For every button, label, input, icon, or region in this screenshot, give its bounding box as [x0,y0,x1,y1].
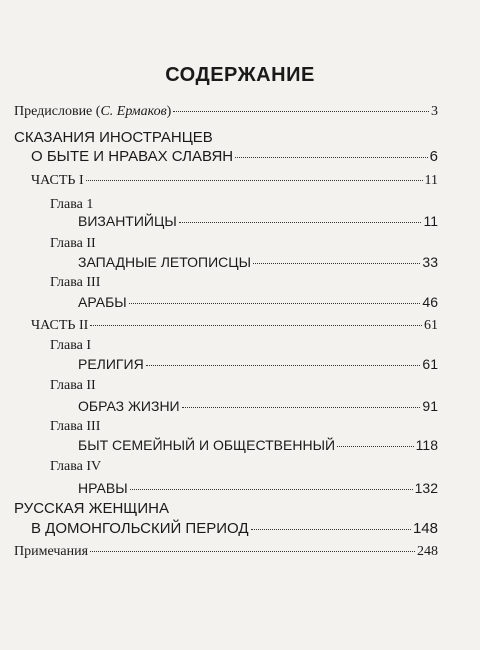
chapter-number: Глава III [50,419,101,434]
leader-dots [179,222,422,223]
toc-entry-label: ЗАПАДНЫЕ ЛЕТОПИСЦЫ [78,254,252,270]
toc-entry-label: ЧАСТЬ I [31,173,84,188]
toc-entry-label: НРАВЫ [78,480,128,496]
leader-dots [90,325,422,326]
chapter-number: Глава I [50,338,92,353]
toc-entry-label: ВИЗАНТИЙЦЫ [78,213,177,229]
page-number: 248 [417,544,438,559]
page-number: 132 [414,480,438,496]
page-number: 61 [422,356,438,372]
toc-entry-chapter[interactable] [78,480,438,496]
leader-dots [337,446,414,447]
leader-dots [130,489,413,490]
page-number: 91 [422,398,438,414]
leader-dots [86,180,423,181]
chapter-number: Глава III [50,275,101,290]
toc-section-heading: РУССКАЯ ЖЕНЩИНА [14,500,169,517]
page-number: 6 [429,148,438,165]
toc-entry-label: ЧАСТЬ II [31,318,89,333]
toc-entry-part-main[interactable] [31,148,438,165]
toc-entry-part-2[interactable] [31,318,438,334]
toc-entry-chapter[interactable] [78,213,438,229]
chapter-number: Глава II [50,236,96,251]
toc-entry-label: Предисловие (С. Ермаков) [14,104,172,119]
toc-entry-notes[interactable] [14,544,438,560]
chapter-number: Глава 1 [50,197,94,212]
page-number: 148 [412,520,438,537]
toc-entry-label: РЕЛИГИЯ [78,356,144,372]
chapter-number: Глава IV [50,459,102,474]
toc-entry-part-1[interactable] [31,173,438,189]
toc-entry-label: ОБРАЗ ЖИЗНИ [78,398,180,414]
toc-entry-label: БЫТ СЕМЕЙНЫЙ И ОБЩЕСТВЕННЫЙ [78,437,336,453]
leader-dots [235,157,428,158]
toc-entry-label: О БЫТЕ И НРАВАХ СЛАВЯН [31,148,234,165]
leader-dots [253,263,420,264]
page-title: СОДЕРЖАНИЕ [165,64,315,86]
page-number: 61 [424,318,438,333]
toc-entry-preface[interactable] [14,104,438,120]
page-number: 118 [415,437,438,453]
leader-dots [173,111,429,112]
toc-section-heading: СКАЗАНИЯ ИНОСТРАНЦЕВ [14,129,213,146]
toc-entry-chapter[interactable] [78,437,438,453]
toc-entry-label: Примечания [14,544,89,559]
chapter-number: Глава II [50,378,96,393]
toc-entry-chapter[interactable] [78,356,438,372]
toc-entry-chapter[interactable] [78,398,438,414]
leader-dots [90,551,415,552]
leader-dots [146,365,421,366]
page-number: 46 [422,294,438,310]
leader-dots [251,529,411,530]
toc-entry-chapter[interactable] [78,254,438,270]
toc-entry-chapter[interactable] [78,294,438,310]
page-number: 11 [423,213,438,229]
page-number: 33 [422,254,438,270]
page-number: 11 [424,173,438,188]
toc-entry-russian-woman[interactable] [31,520,438,537]
toc-entry-label: АРАБЫ [78,294,127,310]
leader-dots [182,407,421,408]
toc-entry-label: В ДОМОНГОЛЬСКИЙ ПЕРИОД [31,520,249,537]
page-number: 3 [431,104,438,119]
leader-dots [129,303,421,304]
